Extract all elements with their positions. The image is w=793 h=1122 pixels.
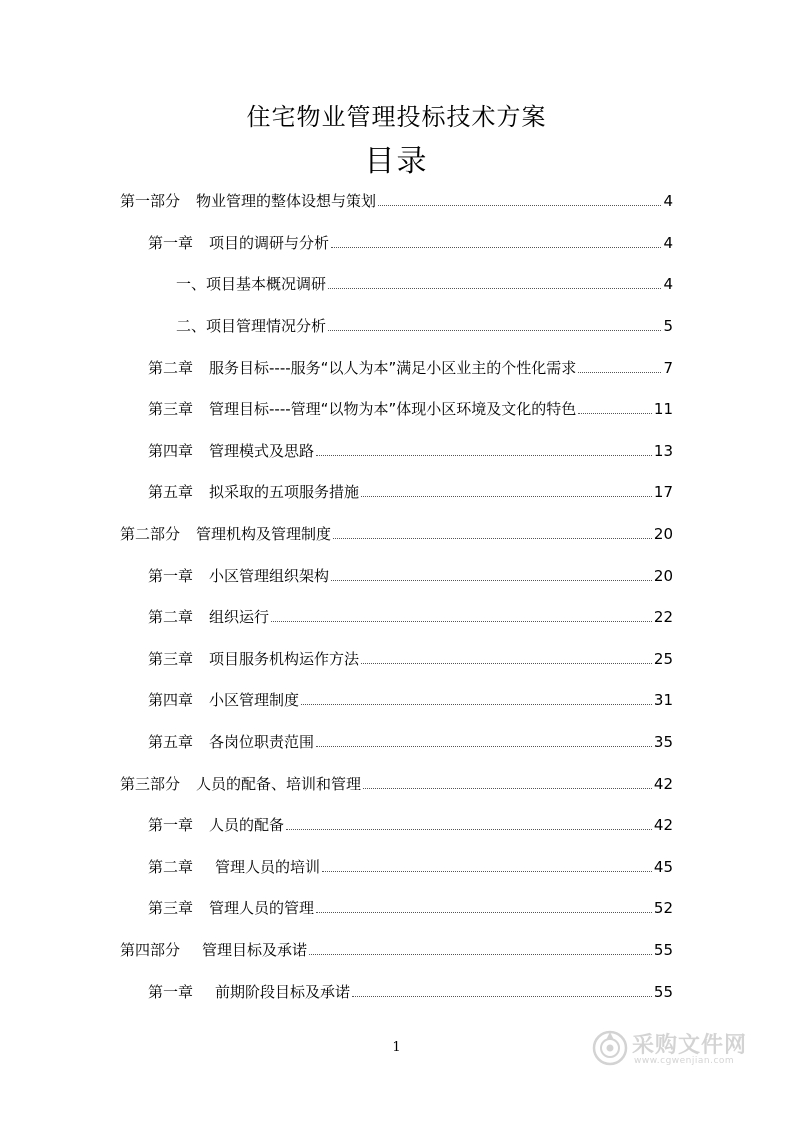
toc-entry[interactable] — [176, 272, 673, 294]
toc-entry[interactable] — [148, 730, 673, 752]
toc-entry-page: 5 — [663, 317, 673, 335]
toc-entry-label — [176, 274, 326, 294]
toc-entry-label — [148, 982, 350, 1002]
toc-entry-prefix: 第一章 — [148, 234, 194, 252]
toc-entry[interactable] — [148, 231, 673, 253]
dot-leader — [331, 247, 661, 248]
toc-entry[interactable] — [148, 813, 673, 835]
toc-entry-prefix: 第五章 — [148, 483, 194, 501]
toc-entry[interactable] — [120, 189, 673, 211]
watermark-url: www.cgwenjian.com — [634, 1056, 735, 1066]
toc-entry-page: 22 — [653, 608, 673, 626]
dot-leader — [328, 288, 661, 289]
toc-entry-page: 35 — [653, 733, 673, 751]
toc-entry-label — [148, 857, 320, 877]
toc-entry-page: 4 — [663, 234, 673, 252]
toc-entry-text: 项目的调研与分析 — [209, 234, 330, 252]
toc-entry-page: 42 — [653, 816, 673, 834]
toc-entry-page: 52 — [653, 899, 673, 917]
toc-entry-page: 4 — [663, 275, 673, 293]
toc-entry-text: 各岗位职责范围 — [209, 733, 315, 751]
toc-entry[interactable] — [148, 439, 673, 461]
dot-leader — [378, 205, 661, 206]
toc-entry-text: 管理目标及承诺 — [202, 941, 308, 959]
toc-heading: 目录 — [364, 144, 429, 179]
toc-entry-label — [120, 940, 307, 960]
toc-entry-text: 组织运行 — [209, 608, 270, 626]
toc-entry-page: 20 — [653, 525, 673, 543]
toc-entry-page: 25 — [653, 650, 673, 668]
toc-entry-prefix: 第三章 — [148, 650, 194, 668]
toc-entry-page: 45 — [653, 858, 673, 876]
toc-entry[interactable] — [148, 896, 673, 918]
toc-entry-text: 拟采取的五项服务措施 — [209, 483, 360, 501]
toc-entry-label — [148, 815, 284, 835]
dot-leader — [286, 829, 652, 830]
toc-entry-page: 17 — [653, 483, 673, 501]
toc-entry-prefix: 第三章 — [148, 400, 194, 418]
toc-entry[interactable] — [176, 314, 673, 336]
toc-entry-text: 管理人员的管理 — [209, 899, 315, 917]
dot-leader — [363, 788, 652, 789]
toc-entry-page: 31 — [653, 691, 673, 709]
toc-entry[interactable] — [148, 980, 673, 1002]
toc-entry-page: 42 — [653, 775, 673, 793]
toc-entry[interactable] — [148, 397, 673, 419]
toc-entry-label — [148, 732, 314, 752]
toc-entry-label — [148, 649, 359, 669]
toc-entry[interactable] — [148, 688, 673, 710]
toc-entry-prefix: 第四章 — [148, 442, 194, 460]
dot-leader — [361, 496, 652, 497]
toc-entry-text: 二、项目管理情况分析 — [176, 317, 327, 335]
toc-entry[interactable] — [148, 356, 673, 378]
toc-entry-prefix: 第二章 — [148, 359, 194, 377]
toc-entry-label — [148, 607, 269, 627]
toc-entry-label — [120, 524, 331, 544]
toc-entry[interactable] — [120, 938, 673, 960]
watermark-logo-icon — [592, 1030, 628, 1066]
toc-entry-prefix: 第一章 — [148, 816, 194, 834]
toc-entry-text: 项目服务机构运作方法 — [209, 650, 360, 668]
dot-leader — [578, 413, 652, 414]
toc-entry-page: 11 — [653, 400, 673, 418]
toc-entry-text: 人员的配备 — [209, 816, 285, 834]
toc-entry-prefix: 第一章 — [148, 567, 194, 585]
toc-entry-text: 人员的配备、培训和管理 — [196, 775, 362, 793]
toc-entry-page: 20 — [653, 567, 673, 585]
toc-entry-page: 7 — [663, 359, 673, 377]
toc-entry-label — [120, 191, 376, 211]
toc-entry-text: 前期阶段目标及承诺 — [215, 983, 351, 1001]
toc-entry-page: 4 — [663, 192, 673, 210]
toc-entry-prefix: 第一章 — [148, 983, 194, 1001]
dot-leader — [301, 704, 652, 705]
page-number: 1 — [392, 1040, 401, 1055]
toc-entry-prefix: 第一部分 — [120, 192, 181, 210]
toc-entry-text: 服务目标----服务“以人为本”满足小区业主的个性化需求 — [209, 359, 577, 377]
toc-entry-text: 管理目标----管理“以物为本”体现小区环境及文化的特色 — [209, 400, 577, 418]
toc-entry-prefix: 第五章 — [148, 733, 194, 751]
toc-entry-prefix: 第二部分 — [120, 525, 181, 543]
toc-entry-label — [176, 316, 326, 336]
toc-entry-page: 55 — [653, 983, 673, 1001]
toc-entry[interactable] — [120, 772, 673, 794]
watermark-name: 采购文件网 — [632, 1033, 748, 1058]
toc-entry-text: 小区管理制度 — [209, 691, 300, 709]
dot-leader — [316, 455, 652, 456]
document-title: 住宅物业管理投标技术方案 — [246, 103, 547, 131]
dot-leader — [361, 663, 652, 664]
dot-leader — [333, 538, 652, 539]
toc-entry-prefix: 第四部分 — [120, 941, 181, 959]
toc-entry-label — [148, 898, 314, 918]
dot-leader — [322, 871, 652, 872]
dot-leader — [578, 372, 661, 373]
toc-entry-prefix: 第三章 — [148, 899, 194, 917]
toc-entry-label — [148, 482, 359, 502]
toc-entry-label — [120, 774, 361, 794]
toc-entry-label — [148, 690, 299, 710]
toc-entry-prefix: 第二章 — [148, 608, 194, 626]
toc-entry-text: 管理人员的培训 — [215, 858, 321, 876]
toc-entry-text: 管理模式及思路 — [209, 442, 315, 460]
toc-entry-page: 55 — [653, 941, 673, 959]
dot-leader — [271, 621, 652, 622]
dot-leader — [328, 330, 661, 331]
dot-leader — [352, 996, 652, 997]
toc-entry-prefix: 第三部分 — [120, 775, 181, 793]
dot-leader — [309, 954, 652, 955]
toc-entry-text: 小区管理组织架构 — [209, 567, 330, 585]
toc-entry-prefix: 第二章 — [148, 858, 194, 876]
toc-entry-text: 管理机构及管理制度 — [196, 525, 332, 543]
watermark — [592, 1026, 752, 1074]
toc-entry-label — [148, 566, 329, 586]
toc-entry-text: 物业管理的整体设想与策划 — [196, 192, 377, 210]
toc-entry[interactable] — [148, 605, 673, 627]
toc-entry-page: 13 — [653, 442, 673, 460]
dot-leader — [316, 912, 652, 913]
toc-entry-label — [148, 399, 576, 419]
toc-entry-label — [148, 441, 314, 461]
toc-entry-prefix: 第四章 — [148, 691, 194, 709]
dot-leader — [331, 580, 652, 581]
toc-entry-label — [148, 358, 576, 378]
toc-entry-label — [148, 233, 329, 253]
toc-entry[interactable] — [148, 564, 673, 586]
toc-entry[interactable] — [120, 522, 673, 544]
toc-entry[interactable] — [148, 480, 673, 502]
dot-leader — [316, 746, 652, 747]
toc-entry-text: 一、项目基本概况调研 — [176, 275, 327, 293]
toc-entry[interactable] — [148, 855, 673, 877]
toc-entry[interactable] — [148, 647, 673, 669]
